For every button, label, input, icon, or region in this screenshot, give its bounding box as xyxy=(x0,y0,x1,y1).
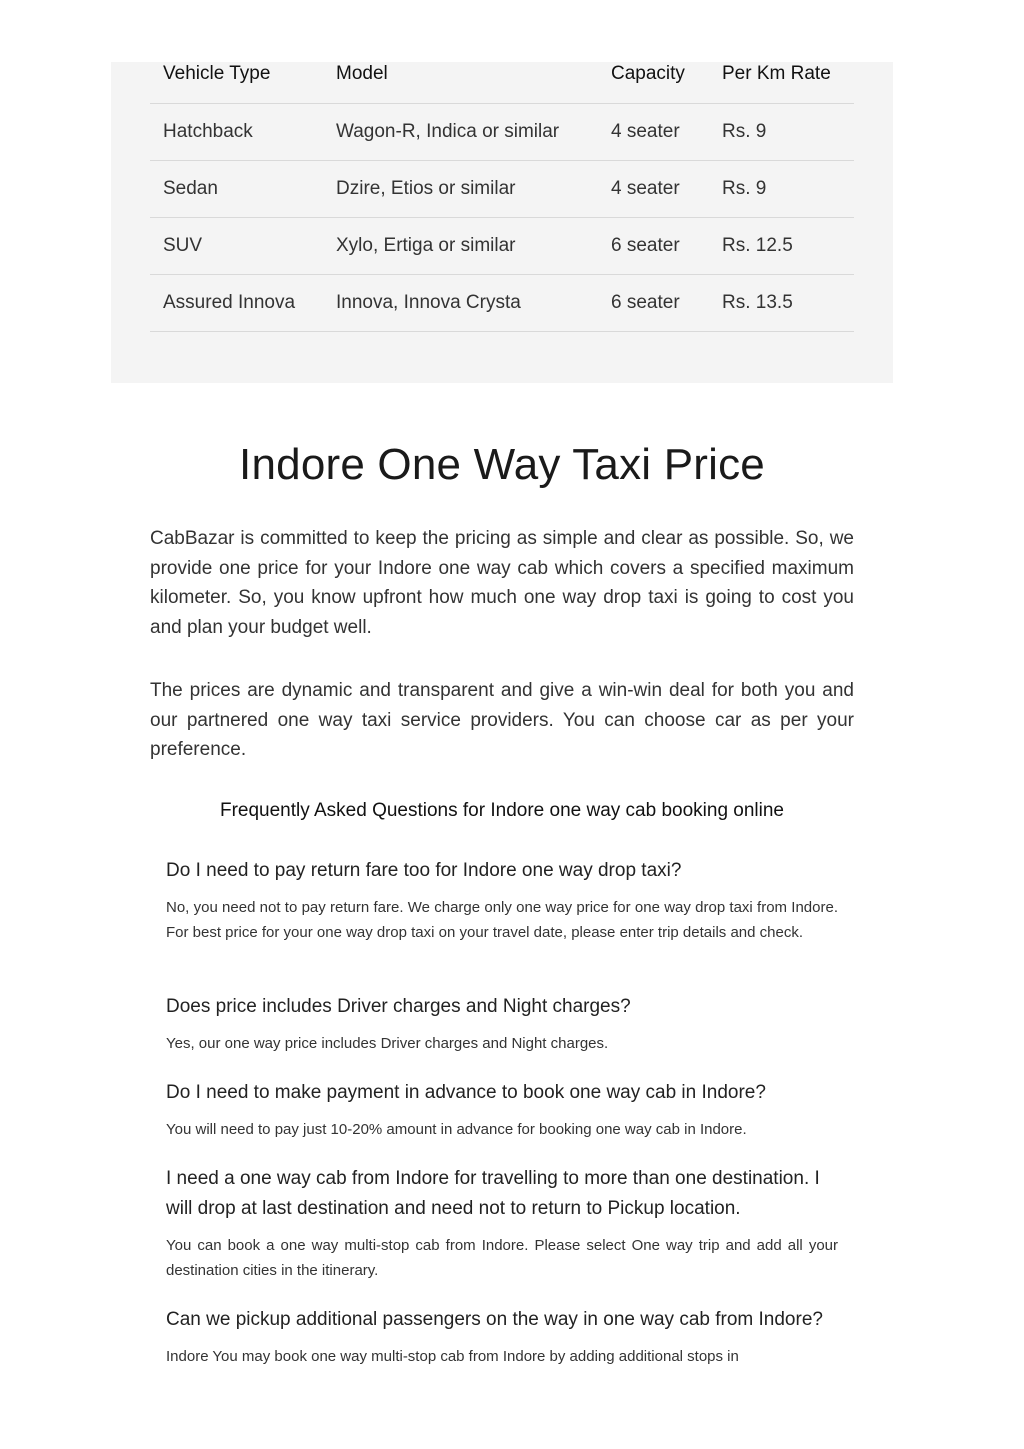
rate-table-panel xyxy=(111,62,893,383)
cell-vehicle-type: Assured Innova xyxy=(150,275,323,332)
cell-model: Innova, Innova Crysta xyxy=(323,275,598,332)
table-row xyxy=(150,161,854,218)
cell-capacity: 6 seater xyxy=(598,275,709,332)
header-capacity: Capacity xyxy=(598,62,709,104)
table-row xyxy=(150,218,854,275)
faq-answer: You can book a one way multi-stop cab from Indore. Please select One way trip and add all your destination cities in the itinerary. xyxy=(166,1237,838,1279)
cell-vehicle-type: SUV xyxy=(150,218,323,275)
pricing-paragraph: The prices are dynamic and transparent and give a win-win deal for both you and our partnered one way taxi service providers. You can choose car as per your preference. xyxy=(150,680,854,760)
table-row xyxy=(150,275,854,332)
faq-answer: Yes, our one way price includes Driver charges and Night charges. xyxy=(166,1035,609,1052)
faq-question: Can we pickup additional passengers on the way in one way cab from Indore? xyxy=(166,1309,823,1330)
faq-question: Do I need to pay return fare too for Indore one way drop taxi? xyxy=(166,860,682,881)
cell-model: Dzire, Etios or similar xyxy=(323,161,598,218)
cell-rate: Rs. 12.5 xyxy=(709,218,854,275)
cell-capacity: 4 seater xyxy=(598,104,709,161)
faq-title: Frequently Asked Questions for Indore one way cab booking online xyxy=(219,800,785,821)
faq-answer: Indore You may book one way multi-stop cab from Indore by adding additional stops in xyxy=(166,1348,739,1365)
faq-question: Does price includes Driver charges and Night charges? xyxy=(166,996,631,1017)
faq-answer: No, you need not to pay return fare. We charge only one way price for one way drop taxi from Indore. For best price for your one way drop taxi on your travel date, please enter trip details and check. xyxy=(166,899,838,941)
cell-capacity: 4 seater xyxy=(598,161,709,218)
table-row xyxy=(150,104,854,161)
faq-answer: You will need to pay just 10-20% amount in advance for booking one way cab in Indore. xyxy=(166,1121,747,1138)
cell-rate: Rs. 9 xyxy=(709,161,854,218)
cell-rate: Rs. 9 xyxy=(709,104,854,161)
rate-table xyxy=(150,62,854,332)
cell-vehicle-type: Hatchback xyxy=(150,104,323,161)
table-header-row xyxy=(150,62,854,104)
page-title: Indore One Way Taxi Price xyxy=(239,440,765,489)
header-vehicle-type: Vehicle Type xyxy=(150,62,323,104)
faq-question: Do I need to make payment in advance to book one way cab in Indore? xyxy=(166,1082,766,1103)
intro-paragraph: CabBazar is committed to keep the pricing as simple and clear as possible. So, we provide one price for your Indore one way cab which covers a specified maximum kilometer. So, you know upfront how much one way drop taxi is going to cost you and plan your budget well. xyxy=(150,528,854,638)
cell-capacity: 6 seater xyxy=(598,218,709,275)
cell-model: Xylo, Ertiga or similar xyxy=(323,218,598,275)
header-model: Model xyxy=(323,62,598,104)
cell-rate: Rs. 13.5 xyxy=(709,275,854,332)
cell-vehicle-type: Sedan xyxy=(150,161,323,218)
faq-question: I need a one way cab from Indore for travelling to more than one destination. I will drop at last destination and need not to return to Pickup location. xyxy=(166,1168,820,1219)
cell-model: Wagon-R, Indica or similar xyxy=(323,104,598,161)
header-per-km-rate: Per Km Rate xyxy=(709,62,854,104)
